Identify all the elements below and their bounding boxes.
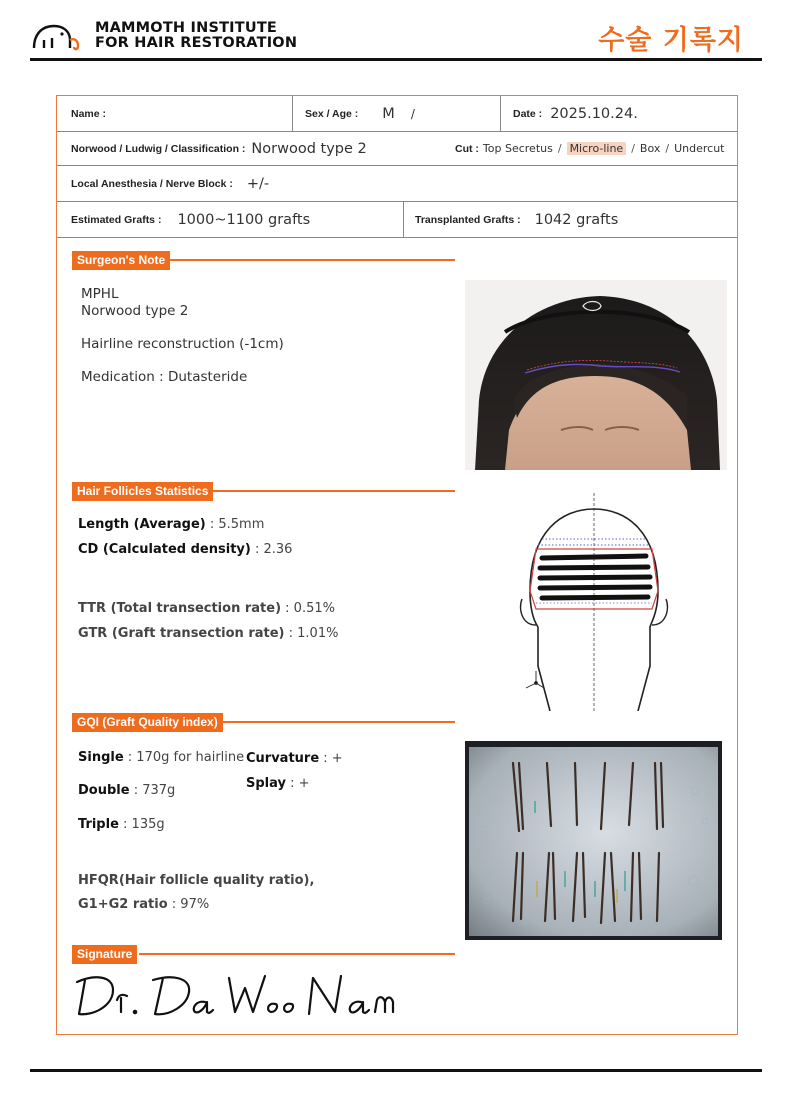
gqi-hfqr (78, 873, 314, 888)
note-line: Hairline reconstruction (-1cm) (81, 336, 284, 352)
note-line: MPHL (81, 286, 119, 302)
record-frame (56, 95, 738, 1035)
ratio-value: : 97% (171, 897, 210, 912)
stat-gtr (78, 626, 338, 641)
sex-age-separator: / (410, 106, 415, 121)
double-value: : 737g (133, 783, 176, 798)
gtr-label: GTR (Graft transection rate) (78, 626, 285, 641)
stat-ttr (78, 601, 335, 616)
cut-option-undercut: Undercut (674, 142, 725, 155)
triple-value: : 135g (123, 817, 165, 832)
signature-heading: Signature (72, 945, 137, 964)
stat-length (78, 517, 264, 532)
gqi-splay (246, 776, 310, 791)
length-label: Length (Average) (78, 517, 206, 532)
ttr-value: : 0.51% (285, 601, 335, 616)
donor-area-diagram (512, 491, 672, 711)
document-title: 수술 기록지 (598, 25, 744, 56)
single-value: : 170g for hairline (127, 750, 245, 765)
institute-name-line2: FOR HAIR RESTORATION (95, 35, 298, 51)
sex-value: M (382, 105, 395, 122)
info-row-grafts (57, 202, 737, 238)
density-value: : 2.36 (254, 542, 293, 557)
splay-label: Splay (246, 776, 286, 791)
estimated-grafts-value: 1000~1100 grafts (177, 211, 311, 228)
cell-divider (403, 202, 404, 237)
stat-density (78, 542, 292, 557)
gtr-value: : 1.01% (288, 626, 339, 641)
cut-option-box: Box (639, 142, 661, 155)
anesthesia-label: Local Anesthesia / Nerve Block : (71, 177, 233, 190)
gqi-heading: GQI (Graft Quality index) (72, 713, 223, 732)
mammoth-logo-icon (30, 20, 90, 52)
transplanted-grafts-value: 1042 grafts (534, 211, 619, 228)
triple-label: Triple (78, 817, 119, 832)
note-line: Medication : Dutasteride (81, 369, 248, 385)
name-label: Name : (71, 107, 107, 120)
double-label: Double (78, 783, 130, 798)
follicle-stats-heading: Hair Follicles Statistics (72, 482, 213, 501)
curvature-label: Curvature (246, 751, 320, 766)
gqi-double (78, 783, 175, 798)
section-rule (167, 259, 455, 261)
footer-divider (30, 1069, 762, 1072)
gqi-ratio (78, 897, 209, 912)
ratio-label: G1+G2 ratio (78, 897, 168, 912)
classification-value: Norwood type 2 (251, 140, 367, 157)
classification-label: Norwood / Ludwig / Classification : (71, 142, 246, 155)
cell-divider (500, 96, 501, 131)
cut-options: Top Secretus / Micro-line / Box / Undercut (482, 142, 725, 155)
cut-option-top-secretus: Top Secretus (482, 142, 553, 155)
header-divider (30, 58, 762, 61)
section-rule (139, 953, 455, 955)
surgeons-note-heading: Surgeon's Note (72, 251, 170, 270)
gqi-triple (78, 817, 165, 832)
institute-name (95, 21, 297, 51)
section-rule (220, 721, 455, 723)
gqi-curvature (246, 751, 343, 766)
transplanted-grafts-label: Transplanted Grafts : (415, 213, 521, 226)
handwritten-signature (65, 966, 445, 1026)
graft-sample-photo (465, 741, 722, 940)
density-label: CD (Calculated density) (78, 542, 251, 557)
date-label: Date : (513, 107, 543, 120)
note-line: Norwood type 2 (81, 303, 189, 319)
gqi-single (78, 750, 244, 765)
cut-label: Cut : (455, 142, 479, 155)
sex-age-label: Sex / Age : (305, 107, 359, 120)
surgeons-note-body (81, 286, 284, 386)
hfqr-label: HFQR(Hair follicle quality ratio), (78, 873, 315, 888)
anesthesia-value: +/- (246, 175, 270, 192)
estimated-grafts-label: Estimated Grafts : (71, 213, 162, 226)
cut-option-micro-line-selected: Micro-line (567, 142, 627, 155)
cell-divider (292, 96, 293, 131)
single-label: Single (78, 750, 124, 765)
info-row-name (57, 96, 737, 132)
info-row-anesthesia (57, 166, 737, 202)
curvature-value: : + (323, 751, 343, 766)
splay-value: : + (290, 776, 310, 791)
section-rule (210, 490, 455, 492)
ttr-label: TTR (Total transection rate) (78, 601, 282, 616)
info-row-classification (57, 132, 737, 166)
hairline-photo (465, 280, 727, 470)
date-value: 2025.10.24. (550, 105, 638, 122)
length-value: : 5.5mm (209, 517, 265, 532)
institute-name-line1: MAMMOTH INSTITUTE (95, 20, 278, 36)
